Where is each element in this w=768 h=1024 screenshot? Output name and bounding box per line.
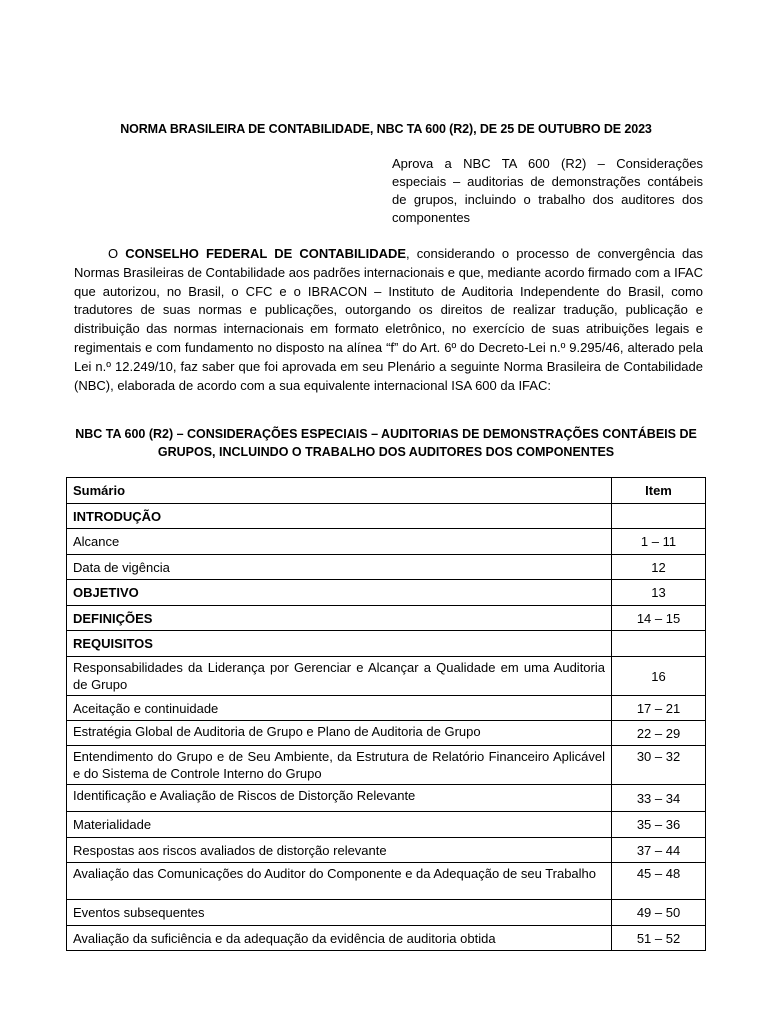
table-row xyxy=(67,580,706,606)
row-section: REQUISITOS xyxy=(67,631,612,657)
table-row xyxy=(67,529,706,555)
table-row xyxy=(67,721,706,746)
table-header-row xyxy=(67,478,706,504)
row-item: 16 xyxy=(612,657,706,696)
summary-table xyxy=(66,477,706,951)
row-item: 37 – 44 xyxy=(612,838,706,863)
norm-title: NBC TA 600 (R2) – CONSIDERAÇÕES ESPECIAIS – AUDITORIAS DE DEMONSTRAÇÕES CONTÁBEIS DE GRUPOS, INCLUINDO O TRABALHO DOS AUDITORES DOS COMPONENTES xyxy=(75,427,697,459)
row-section: Materialidade xyxy=(67,812,612,838)
table-row xyxy=(67,657,706,696)
row-item: 14 – 15 xyxy=(612,606,706,631)
table-row xyxy=(67,504,706,529)
header-section: Sumário xyxy=(67,478,612,504)
preamble-prefix: O xyxy=(108,246,126,261)
table-row xyxy=(67,812,706,838)
row-section: Estratégia Global de Auditoria de Grupo e Plano de Auditoria de Grupo xyxy=(67,721,612,746)
row-section: Eventos subsequentes xyxy=(67,900,612,926)
table-row xyxy=(67,838,706,863)
row-item: 49 – 50 xyxy=(612,900,706,926)
row-section: Avaliação da suficiência e da adequação da evidência de auditoria obtida xyxy=(67,926,612,951)
table-row xyxy=(67,631,706,657)
row-section: Aceitação e continuidade xyxy=(67,696,612,721)
row-item: 17 – 21 xyxy=(612,696,706,721)
row-item: 33 – 34 xyxy=(612,785,706,812)
row-item: 51 – 52 xyxy=(612,926,706,951)
row-section: INTRODUÇÃO xyxy=(67,504,612,529)
table-row xyxy=(67,606,706,631)
preamble-council-name: CONSELHO FEDERAL DE CONTABILIDADE xyxy=(125,246,407,261)
row-section: Avaliação das Comunicações do Auditor do Componente e da Adequação de seu Trabalho xyxy=(67,863,612,900)
table-row xyxy=(67,926,706,951)
table-row xyxy=(67,746,706,785)
row-item: 22 – 29 xyxy=(612,721,706,746)
ementa-text: Aprova a NBC TA 600 (R2) – Considerações especiais – auditorias de demonstrações contábeis de grupos, incluindo o trabalho dos auditores dos componentes xyxy=(392,156,703,225)
row-item xyxy=(612,631,706,657)
row-section: Respostas aos riscos avaliados de distorção relevante xyxy=(67,838,612,863)
row-section: Entendimento do Grupo e de Seu Ambiente, da Estrutura de Relatório Financeiro Aplicável e do Sistema de Controle Interno do Grupo xyxy=(67,746,612,785)
row-item: 35 – 36 xyxy=(612,812,706,838)
row-section: Identificação e Avaliação de Riscos de Distorção Relevante xyxy=(67,785,612,812)
row-item: 1 – 11 xyxy=(612,529,706,555)
header-item: Item xyxy=(612,478,706,504)
preamble-paragraph xyxy=(74,245,703,395)
row-section: Alcance xyxy=(67,529,612,555)
row-section: Data de vigência xyxy=(67,555,612,580)
table-row xyxy=(67,696,706,721)
row-section: OBJETIVO xyxy=(67,580,612,606)
row-item xyxy=(612,504,706,529)
table-row xyxy=(67,555,706,580)
row-item: 12 xyxy=(612,555,706,580)
row-item: 45 – 48 xyxy=(612,863,706,900)
preamble-body: , considerando o processo de convergência das Normas Brasileiras de Contabilidade aos padrões internacionais e que, mediante acordo firmado com a IFAC que autorizou, no Brasil, o CFC e o IBRACON – Instituto de Auditoria Independente do Brasil, como tradutores de suas normas e publicações, outorgando os direitos de realizar tradução, publicação e distribuição das normas internacionais em formato eletrônico, no exercício de suas atribuições legais e regimentais e com fundamento no disposto na alínea “f” do Art. 6º do Decreto-Lei n.º 9.295/46, alterado pela Lei n.º 12.249/10, faz saber que foi aprovada em seu Plenário a seguinte Norma Brasileira de Contabilidade (NBC), elaborada de acordo com a sua equivalente internacional ISA 600 da IFAC: xyxy=(74,246,703,393)
table-row xyxy=(67,900,706,926)
table-row xyxy=(67,863,706,900)
row-item: 30 – 32 xyxy=(612,746,706,785)
row-section: DEFINIÇÕES xyxy=(67,606,612,631)
table-row xyxy=(67,785,706,812)
row-item: 13 xyxy=(612,580,706,606)
row-section: Responsabilidades da Liderança por Gerenciar e Alcançar a Qualidade em uma Auditoria de Grupo xyxy=(67,657,612,696)
document-title: NORMA BRASILEIRA DE CONTABILIDADE, NBC TA 600 (R2), DE 25 DE OUTUBRO DE 2023 xyxy=(120,122,652,136)
